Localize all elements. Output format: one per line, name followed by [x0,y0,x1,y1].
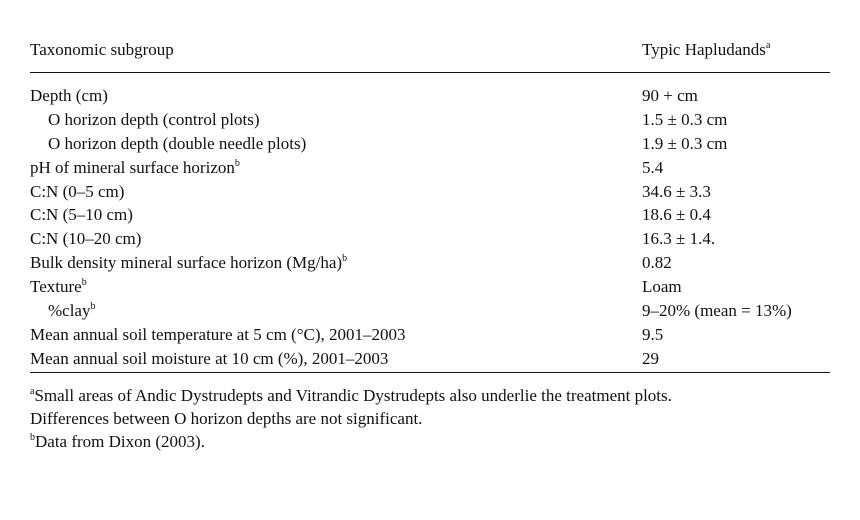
row-label-text: C:N (5–10 cm) [30,205,133,225]
row-label [30,203,133,226]
footnote-a-text-1: Small areas of Andic Dystrudepts and Vitrandic Dystrudepts also underlie the treatment plots. [34,386,672,405]
row-label-text: Bulk density mineral surface horizon (Mg/ha) [30,253,343,273]
row-label [30,251,347,274]
footnote-marker: b [81,277,87,289]
header-left-text: Taxonomic subgroup [30,40,174,59]
row-label-text: Depth (cm) [30,86,108,105]
row-label [30,84,108,107]
table-row [30,108,830,132]
table-row [30,299,830,323]
header-right-text: Typic Hapludands [642,40,766,59]
table-row [30,251,830,275]
row-label-text: O horizon depth (control plots) [48,109,260,129]
row-value: 1.9 ± 0.3 cm [642,133,728,153]
row-label-text: Mean annual soil moisture at 10 cm (%), 2001–2003 [30,348,389,368]
table-footnotes [30,384,830,453]
footnote-marker: b [342,253,348,265]
table-row [30,84,830,108]
footnote-marker: b [90,301,96,313]
row-label [48,132,306,155]
row-value: 18.6 ± 0.4 [642,205,711,225]
table-row [30,275,830,299]
footnote-b-line [30,430,830,453]
table-row [30,347,830,371]
row-value: 34.6 ± 3.3 [642,181,711,201]
table-bottom-rule [30,372,830,373]
footnote-a-marker: a [30,386,35,397]
footnote-b-marker: b [30,432,35,443]
row-label [48,108,260,131]
row-label-text: %clay [48,301,91,321]
row-value: 9–20% (mean = 13%) [642,301,792,321]
header-typic-hapludands [642,40,770,60]
row-label [30,347,388,370]
table-row [30,180,830,204]
row-value: 9.5 [642,324,664,344]
row-value: 0.82 [642,253,672,273]
row-label [30,323,406,346]
footnote-a-text-2: Differences between O horizon depths are not significant. [30,409,423,428]
table-row [30,203,830,227]
row-label [30,275,87,298]
row-value: Loam [642,277,682,297]
table-row [30,323,830,347]
table-body [30,84,830,371]
table-row [30,156,830,180]
footnote-a-line-1 [30,384,830,407]
row-value: 5.4 [642,157,664,177]
row-label [30,156,240,179]
row-label-text: C:N (0–5 cm) [30,181,125,201]
table-row [30,132,830,156]
footnote-b-text: Data from Dixon (2003). [35,432,205,451]
row-value: 16.3 ± 1.4. [642,229,716,249]
row-label-text: pH of mineral surface horizon [30,157,235,177]
row-label-text: C:N (10–20 cm) [30,229,142,249]
footnote-marker-a: a [765,40,771,51]
header-taxonomic-subgroup [30,40,174,60]
row-label-text: O horizon depth (double needle plots) [48,133,307,153]
footnote-marker: b [234,157,240,169]
row-label-text: Texture [30,277,82,297]
row-value: 29 [642,348,659,368]
row-label [30,227,141,250]
table-top-rule [30,72,830,73]
table-header [30,40,830,64]
row-label-text: Mean annual soil temperature at 5 cm (°C), 2001–2003 [30,324,406,344]
row-value: 90 + cm [642,86,698,105]
table-row [30,227,830,251]
row-value: 1.5 ± 0.3 cm [642,109,728,129]
row-label [30,180,124,203]
footnote-a-line-2 [30,407,830,430]
row-label [48,299,95,322]
